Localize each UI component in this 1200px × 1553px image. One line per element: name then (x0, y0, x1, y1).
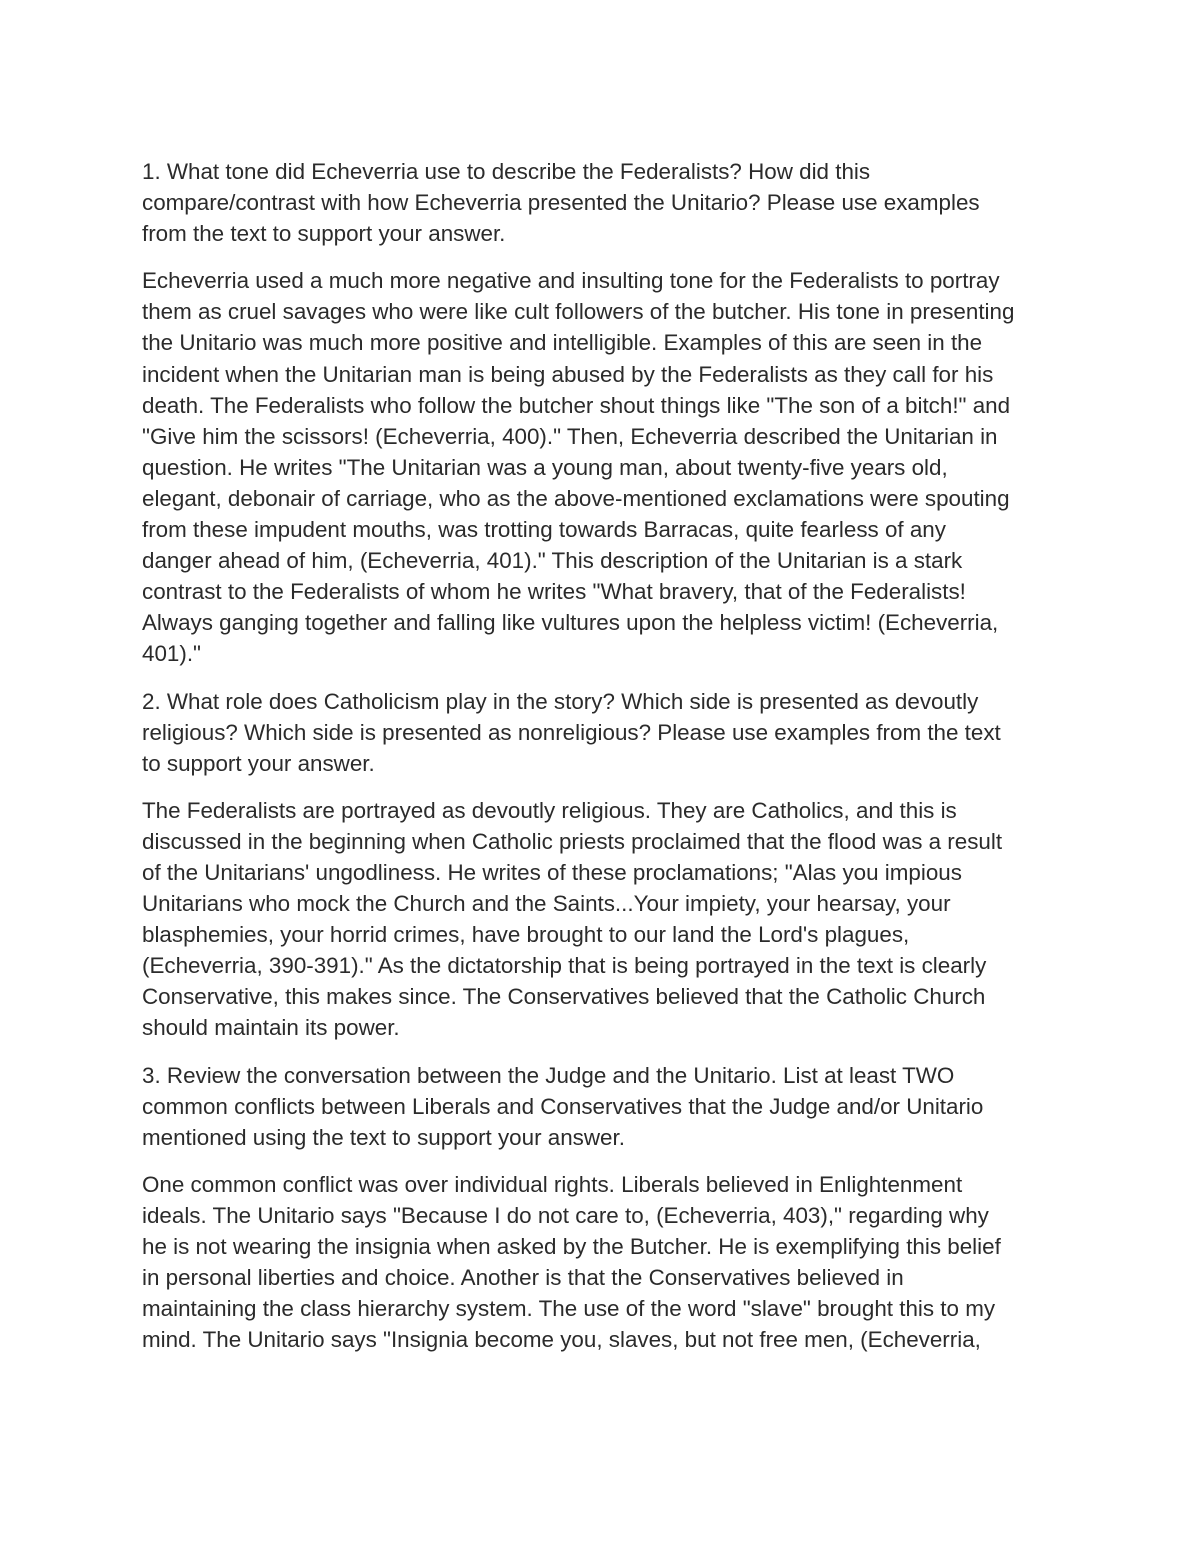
document-body (142, 156, 1067, 1371)
question-2: 2. What role does Catholicism play in the story? Which side is presented as devoutly religious? Which side is presented as nonreligious? Please use examples from the text to support your answer. (142, 688, 1001, 776)
question-1: 1. What tone did Echeverria use to describe the Federalists? How did this compare/contrast with how Echeverria presented the Unitario? Please use examples from the text to support your answer. (142, 159, 980, 247)
answer-3: One common conflict was over individual rights. Liberals believed in Enlightenment ideals. The Unitario says "Because I do not care to, (Echeverria, 403)," regarding why he is not wearing the insignia when asked by the Butcher. He is exemplifying this belief in personal liberties and choice. Another is that the Conservatives believed in maintaining the class hierarchy system. The use of the word "slave" brought this to my mind. The Unitario says "Insignia become you, slaves, but not free men, (Echeverria, (142, 1171, 1001, 1353)
answer-2: The Federalists are portrayed as devoutly religious. They are Catholics, and this is discussed in the beginning when Catholic priests proclaimed that the flood was a result of the Unitarians' ungodliness. He writes of these proclamations; "Alas you impious Unitarians who mock the Church and the Saints...Your impiety, your hearsay, your blasphemies, your horrid crimes, have brought to our land the Lord's plagues, (Echeverria, 390-391)." As the dictatorship that is being portrayed in the text is clearly Conservative, this makes since. The Conservatives believed that the Catholic Church should maintain its power. (142, 797, 1003, 1041)
answer-1: Echeverria used a much more negative and insulting tone for the Federalists to portray them as cruel savages who were like cult followers of the butcher. His tone in presenting the Unitario was much more positive and intelligible. Examples of this are seen in the incident when the Unitarian man is being abused by the Federalists as they call for his death. The Federalists who follow the butcher shout things like "The son of a bitch!" and "Give him the scissors! (Echeverria, 400)." Then, Echeverria described the Unitarian in question. He writes "The Unitarian was a young man, about twenty-five years old, elegant, debonair of carriage, who as the above-mentioned exclamations were spouting from these impudent mouths, was trotting towards Barracas, quite fearless of any danger ahead of him, (Echeverria, 401)." This description of the Unitarian is a stark contrast to the Federalists of whom he writes "What bravery, that of the Federalists! Always ganging together and falling like vultures upon the helpless victim! (Echeverria, 401)." (142, 268, 1015, 667)
question-3: 3. Review the conversation between the Judge and the Unitario. List at least TWO common conflicts between Liberals and Conservatives that the Judge and/or Unitario mentioned using the text to support your answer. (142, 1062, 984, 1150)
